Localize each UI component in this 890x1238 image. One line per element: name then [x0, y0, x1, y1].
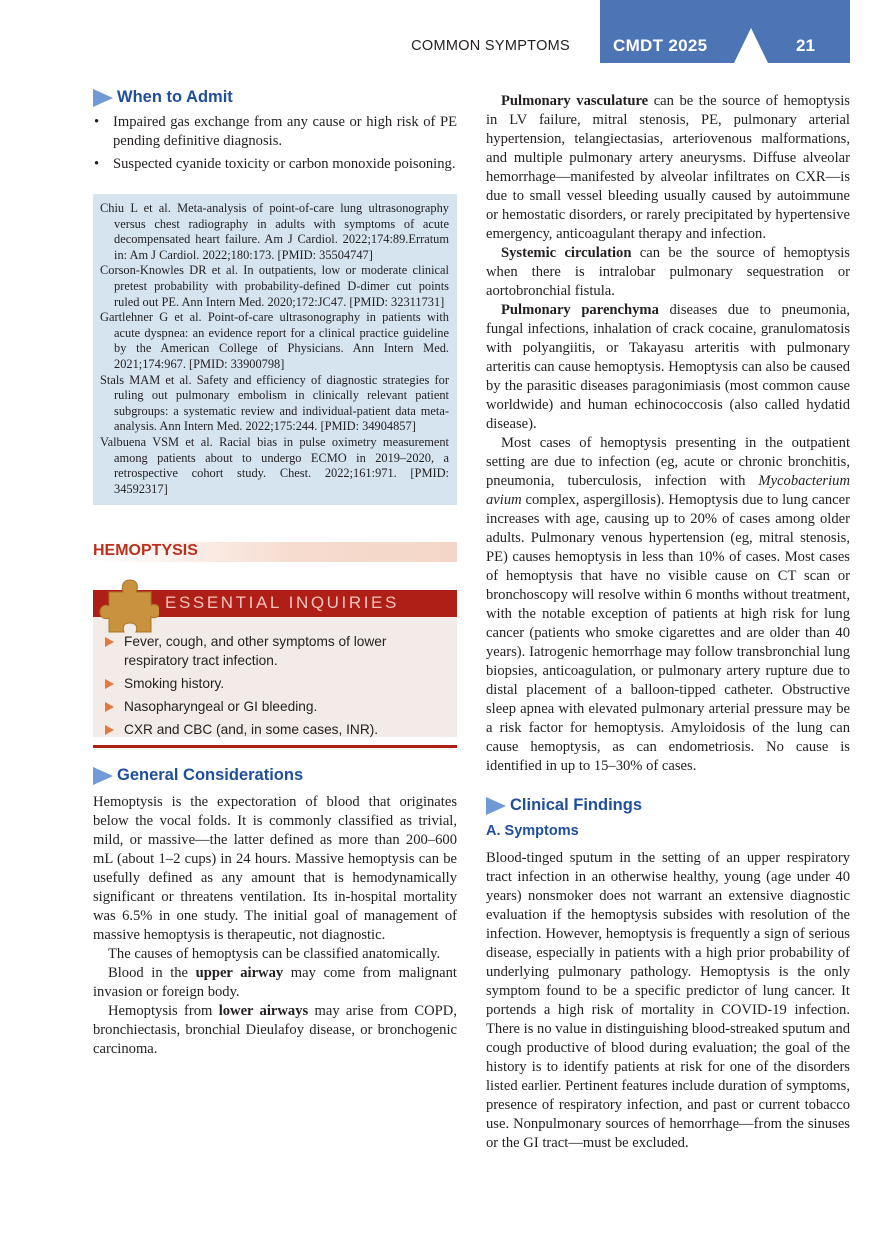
paragraph: [486, 301, 850, 434]
bold-term: Systemic circulation: [501, 245, 632, 261]
text: can be the source of hemoptysis in LV failure, mitral stenosis, PE, pulmonary arterial hypertension, telangiectasias, arteriovenous malformations, and multiple pulmonary artery aneurysms. Diffuse alveolar hemorrhage—manifested by alveolar infiltrates on CXR—is due to small vessel bleeding usually caused by autoimmune or hemostatic disorders, or rarely precipitated by hypertensive emergency, anticoagulant therapy and infection.: [486, 93, 850, 242]
section-arrow-icon: [93, 89, 113, 107]
symptoms-heading: A. Symptoms: [486, 823, 579, 839]
essential-item: CXR and CBC (and, in some cases, INR).: [105, 720, 451, 739]
paragraph: Blood-tinged sputum in the setting of an upper respiratory tract infection in an otherwise healthy, young (age under 40 years) nonsmoker does not warrant an extensive diagnostic evaluation if the hemoptysis subsides with resolution of the infection. However, hemoptysis is frequently a sign of serious disease, especially in patients with a high prior probability of underlying pulmonary pathology. Hemoptysis is the only symptom found to be a specific predictor of lung cancer. It portends a high risk of mortality in COVID-19 infection. There is no value in distinguishing blood-streaked sputum and cough productive of blood during evaluation; the goal of the history is to identify patients at risk for one of the disorders listed earlier. Pertinent features include duration of symptoms, presence of respiratory infection, and past or current tobacco use. Nonpulmonary sources of hemorrhage—from the sinuses or the GI tract—must be excluded.: [486, 850, 850, 1151]
essential-title: ESSENTIAL INQUIRIES: [165, 593, 399, 613]
admit-list: [93, 113, 457, 174]
admit-item: • Suspected cyanide toxicity or carbon monoxide poisoning.: [93, 155, 457, 174]
paragraph: [93, 964, 457, 1002]
reference-item: Gartlehner G et al. Point-of-care ultrasonography in patients with acute dyspnea: an evidence report for a clinical practice guideline by the American College of Physicians. Ann Intern Med. 2021;174:967. [PMID: 33900798]: [100, 310, 449, 371]
essential-item: Nasopharyngeal or GI bleeding.: [105, 697, 451, 716]
paragraph: Hemoptysis is the expectoration of blood that originates below the vocal folds. It is commonly classified as trivial, mild, or massive—the latter defined as more than 200–600 mL (about 1–2 cups) in 24 hours. Massive hemoptysis can be usefully defined as any amount that is hemodynamically significant or threatens ventilation. Its in-hospital mortality was 6.5% in one study. The initial goal of management of massive hemoptysis is therapeutic, not diagnostic.: [93, 794, 457, 944]
text: Most cases of hemoptysis presenting in the outpatient setting are due to infection (eg, acute or chronic bronchitis, pneumonia, tuberculosis, infection with: [486, 435, 850, 489]
text: can be the source of hemoptysis when there is intralobar pulmonary sequestration or aortobronchial fistula.: [486, 245, 850, 299]
reference-item: Corson-Knowles DR et al. In outpatients, low or moderate clinical pretest probability with probability-defined D-dimer cut points ruled out PE. Ann Intern Med. 2020;172:JC47. [PMID: 32311731]: [100, 263, 449, 309]
bold-term: Pulmonary vasculature: [501, 93, 649, 109]
text: diseases due to pneumonia, fungal infections, inhalation of crack cocaine, granulomatosis with polyangiitis, or Takayasu arteritis with pulmonary arteritis can cause hemoptysis. Hemoptysis can also be caused by the parasitic diseases paragonimiasis (most common cause worldwide) and human echinococcosis (also called hydatid disease).: [486, 302, 850, 432]
text: may come from malignant invasion or foreign body.: [93, 965, 457, 1001]
paragraph: The causes of hemoptysis can be classified anatomically.: [108, 946, 441, 963]
puzzle-piece-icon: [99, 574, 159, 638]
general-text: [93, 793, 457, 1059]
essential-item: Smoking history.: [105, 674, 451, 693]
reference-item: Chiu L et al. Meta-analysis of point-of-care lung ultrasonography versus chest radiography in adults with symptoms of acute decompensated heart failure. Am J Cardiol. 2022;174:89.Erratum in: Am J Cardiol. 2022;180:173. [PMID: 35504747]: [100, 201, 449, 262]
bold-term: lower airways: [218, 1003, 309, 1020]
section-arrow-icon: [93, 767, 113, 785]
page-number: 21: [796, 36, 815, 55]
when-to-admit-heading: [93, 88, 457, 107]
section-arrow-icon: [486, 797, 506, 815]
right-column: [486, 92, 850, 1153]
paragraph: [486, 92, 850, 244]
text: complex, aspergillosis). Hemoptysis due to lung cancer increases with age, causing up to 20% of cases among older adults. Pulmonary venous hypertension (eg, mitral stenosis, PE) causes hemoptysis in less than 10% of cases. Most cases of hemoptysis that have no visible cause on CT scan or bronchoscopy will resolve within 6 months without treatment, with the notable exception of patients at high risk for lung cancer (patients who smoke cigarettes and are older than 40 years). Iatrogenic hemorrhage may follow transbronchial lung biopsies, anticoagulation, or pulmonary artery rupture due to distal placement of a balloon-tipped catheter. Obstructive sleep apnea with elevated pulmonary arterial pressure may be a risk factor for hemoptysis. Amyloidosis of the lung can cause hemoptysis, as can endometriosis. No cause is identified in up to 15–30% of cases.: [486, 492, 850, 774]
general-considerations-heading: [93, 766, 457, 785]
general-considerations-label: General Considerations: [117, 766, 304, 785]
admit-item: • Impaired gas exchange from any cause or high risk of PE pending definitive diagnosis.: [93, 113, 457, 151]
text: Hemoptysis from: [108, 1003, 219, 1020]
essential-list: [105, 632, 451, 743]
essential-inquiries-box: [93, 574, 457, 748]
paragraph: [486, 244, 850, 301]
clinical-findings-label: Clinical Findings: [510, 796, 643, 814]
paragraph: [486, 434, 850, 776]
hemoptysis-title: HEMOPTYSIS: [93, 542, 198, 560]
hemoptysis-heading: [93, 542, 457, 562]
clinical-findings-heading: [486, 796, 850, 815]
when-to-admit-label: When to Admit: [117, 88, 233, 106]
bold-term: Pulmonary parenchyma: [501, 302, 659, 318]
text: Blood in the: [108, 965, 196, 982]
essential-item: Fever, cough, and other symptoms of lower respiratory tract infection.: [105, 632, 451, 670]
essential-rule: [93, 745, 457, 748]
book-title: CMDT 2025: [613, 36, 708, 55]
italic-term: Mycobacterium avium: [486, 473, 850, 508]
text: may arise from COPD, bronchiectasis, bronchial Dieulafoy disease, or bronchogenic carcinoma.: [93, 1003, 457, 1058]
bold-term: upper airway: [195, 965, 284, 982]
running-section-title: COMMON SYMPTOMS: [411, 38, 570, 54]
reference-item: Valbuena VSM et al. Racial bias in pulse oximetry measurement among patients about to undergo ECMO in 2019–2020, a retrospective cohort study. Chest. 2022;161:971. [PMID: 34592317]: [100, 434, 449, 496]
reference-item: Stals MAM et al. Safety and efficiency of diagnostic strategies for ruling out pulmonary embolism in clinically relevant patient subgroups: a systematic review and individual-patient data meta-analysis. Ann Intern Med. 2022;175:244. [PMID: 34904857]: [100, 372, 449, 434]
paragraph: [93, 1002, 457, 1059]
references-box: [93, 194, 457, 505]
header-triangle: [734, 28, 768, 63]
left-column: [93, 88, 457, 1059]
